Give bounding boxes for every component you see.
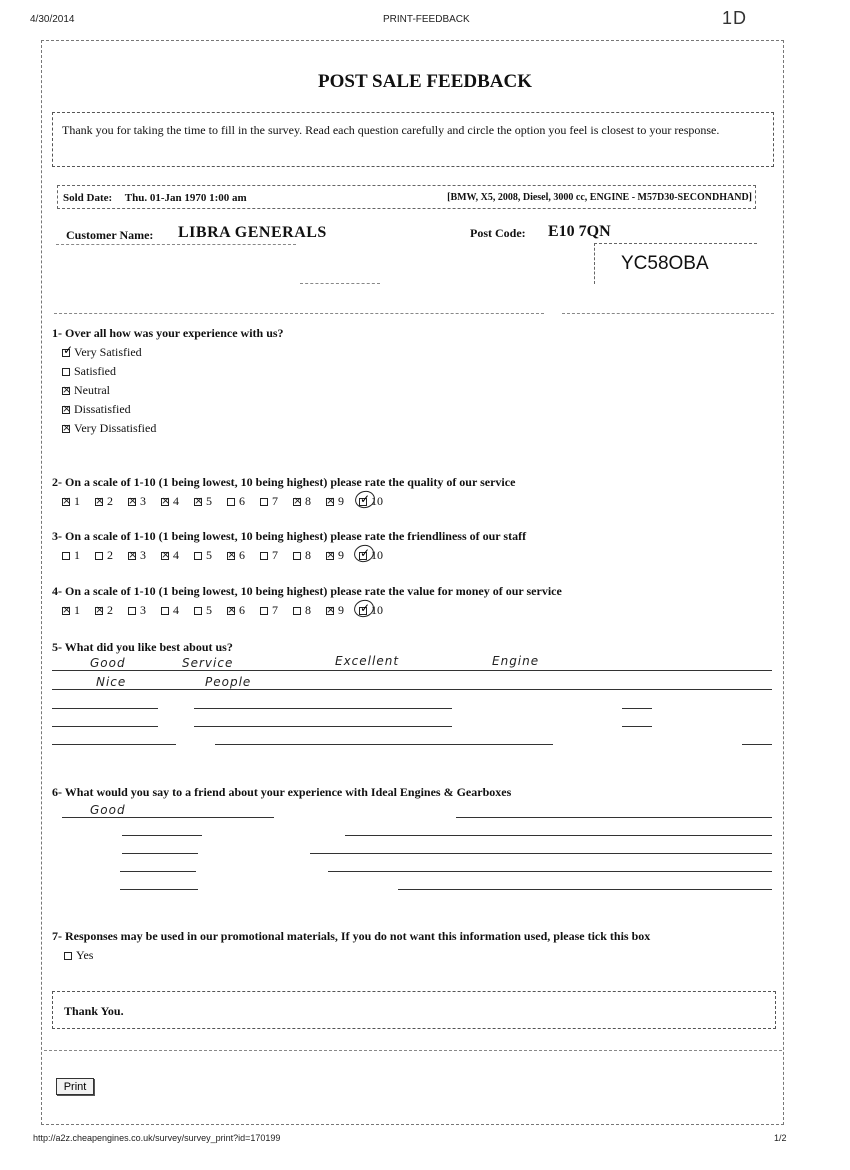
scale-label: 3 — [140, 603, 146, 617]
checkbox-icon[interactable] — [62, 387, 70, 395]
handwritten-mark: 1D — [722, 8, 748, 28]
scale-option-4[interactable] — [161, 548, 194, 563]
question-4: 4- On a scale of 1-10 (1 being lowest, 10 being highest) please rate the value for money of our service — [52, 584, 562, 598]
thanks-box — [52, 991, 776, 1029]
divider-line — [562, 313, 774, 314]
checkbox-icon[interactable] — [194, 498, 202, 506]
checkbox-icon[interactable] — [95, 552, 103, 560]
scale-label: 5 — [206, 494, 212, 508]
answer-line — [310, 853, 772, 854]
scale-label: 1 — [74, 548, 80, 562]
handwritten-answer: Engine — [492, 654, 540, 668]
scale-label: 4 — [173, 548, 179, 562]
answer-line — [194, 726, 452, 727]
scale-option-4[interactable] — [161, 603, 194, 618]
scale-label: 6 — [239, 494, 245, 508]
checkbox-icon[interactable] — [227, 607, 235, 615]
sold-date-value: Thu. 01-Jan 1970 1:00 am — [124, 192, 247, 204]
scale-label: 5 — [206, 603, 212, 617]
scale-label: 3 — [140, 494, 146, 508]
checkbox-icon[interactable] — [260, 607, 268, 615]
option-label: Very Satisfied — [74, 345, 142, 359]
scale-option-2[interactable] — [95, 603, 128, 618]
scale-label: 4 — [173, 603, 179, 617]
scale-option-7[interactable] — [260, 494, 293, 509]
intro-text: Thank you for taking the time to fill in the survey. Read each question carefully and circle the option you feel is closest to your response. — [62, 123, 720, 137]
scale-option-5[interactable] — [194, 603, 227, 618]
answer-line — [52, 744, 176, 745]
checkbox-icon[interactable] — [293, 552, 301, 560]
scale-label: 6 — [239, 548, 245, 562]
scale-option-1[interactable] — [62, 548, 95, 563]
checkbox-icon[interactable] — [95, 607, 103, 615]
scale-option-7[interactable] — [260, 603, 293, 618]
checkbox-icon[interactable] — [64, 952, 72, 960]
scale-option-3[interactable] — [128, 603, 161, 618]
checkbox-icon[interactable] — [326, 498, 334, 506]
customer-name-value: LIBRA GENERALS — [178, 224, 327, 241]
checkbox-icon[interactable] — [128, 498, 136, 506]
scale-label: 7 — [272, 548, 278, 562]
checkbox-icon[interactable] — [128, 552, 136, 560]
checkbox-icon[interactable] — [95, 498, 103, 506]
answer-line — [215, 744, 553, 745]
checkbox-icon[interactable] — [260, 552, 268, 560]
checkbox-icon[interactable] — [161, 552, 169, 560]
checkbox-checked-icon[interactable] — [62, 349, 70, 357]
answer-line — [622, 726, 652, 727]
scale-option-8[interactable] — [293, 603, 326, 618]
scale-label: 5 — [206, 548, 212, 562]
scale-option-9[interactable] — [326, 494, 359, 509]
checkbox-icon[interactable] — [194, 607, 202, 615]
scale-label: 3 — [140, 548, 146, 562]
sold-date-row — [63, 192, 247, 204]
checkbox-icon[interactable] — [227, 498, 235, 506]
scale-option-3[interactable] — [128, 548, 161, 563]
form-title: POST SALE FEEDBACK — [318, 71, 532, 92]
answer-line — [120, 871, 196, 872]
checkbox-icon[interactable] — [227, 552, 235, 560]
scale-label: 8 — [305, 603, 311, 617]
divider-line — [44, 1050, 782, 1051]
postcode-value: E10 7QN — [548, 223, 611, 240]
scale-option-5[interactable] — [194, 494, 227, 509]
checkbox-icon[interactable] — [161, 607, 169, 615]
checkbox-icon[interactable] — [293, 607, 301, 615]
checkbox-icon[interactable] — [62, 607, 70, 615]
answer-line — [122, 853, 198, 854]
scale-label: 8 — [305, 548, 311, 562]
checkbox-icon[interactable] — [62, 552, 70, 560]
q1-option-neutral[interactable] — [62, 383, 110, 398]
registration-value: YC58OBA — [621, 253, 709, 274]
scale-option-1[interactable] — [62, 494, 95, 509]
checkbox-icon[interactable] — [128, 607, 136, 615]
answer-line — [194, 708, 452, 709]
scale-label: 1 — [74, 603, 80, 617]
question-6: 6- What would you say to a friend about your experience with Ideal Engines & Gearboxes — [52, 785, 512, 799]
scale-option-6[interactable] — [227, 494, 260, 509]
scale-label: 10 — [371, 603, 383, 617]
handwritten-answer: People — [205, 675, 252, 689]
thank-you-text: Thank You. — [64, 1004, 124, 1018]
checkbox-icon[interactable] — [62, 406, 70, 414]
answer-line — [328, 871, 772, 872]
handwritten-answer: Service — [182, 656, 234, 670]
scale-option-7[interactable] — [260, 548, 293, 563]
answer-line — [52, 726, 158, 727]
answer-line — [622, 708, 652, 709]
scale-label: 9 — [338, 494, 344, 508]
sold-date-label: Sold Date: — [63, 192, 113, 204]
handwritten-answer: Good — [90, 656, 126, 670]
scale-label: 2 — [107, 603, 113, 617]
answer-line — [52, 689, 772, 690]
divider-line — [56, 244, 296, 245]
answer-line — [122, 835, 202, 836]
q3-scale — [62, 548, 392, 563]
scale-label: 8 — [305, 494, 311, 508]
answer-line — [398, 889, 772, 890]
divider-line — [300, 283, 380, 284]
divider-line — [54, 313, 544, 314]
q4-scale — [62, 603, 392, 618]
answer-line — [52, 670, 772, 671]
answer-line — [456, 817, 772, 818]
q1-option-very-dissatisfied[interactable] — [62, 421, 156, 436]
scale-option-2[interactable] — [95, 548, 128, 563]
scale-label: 4 — [173, 494, 179, 508]
question-5: 5- What did you like best about us? — [52, 640, 233, 654]
scale-option-8[interactable] — [293, 548, 326, 563]
checkbox-icon[interactable] — [326, 607, 334, 615]
scale-option-6[interactable] — [227, 548, 260, 563]
question-2: 2- On a scale of 1-10 (1 being lowest, 10 being highest) please rate the quality of our service — [52, 475, 516, 489]
scale-label: 2 — [107, 548, 113, 562]
checkbox-icon[interactable] — [62, 498, 70, 506]
scale-label: 6 — [239, 603, 245, 617]
scale-label: 7 — [272, 494, 278, 508]
q7-option-yes[interactable] — [64, 948, 93, 963]
answer-line — [52, 708, 158, 709]
scale-option-1[interactable] — [62, 603, 95, 618]
postcode-label: Post Code: — [470, 226, 526, 240]
checkbox-icon[interactable] — [194, 552, 202, 560]
scale-label: 7 — [272, 603, 278, 617]
print-date: 4/30/2014 — [30, 14, 75, 25]
answer-line — [742, 744, 772, 745]
option-label: Satisfied — [74, 364, 116, 378]
scale-option-5[interactable] — [194, 548, 227, 563]
scale-option-6[interactable] — [227, 603, 260, 618]
scale-label: 9 — [338, 603, 344, 617]
vehicle-description: [BMW, X5, 2008, Diesel, 3000 cc, ENGINE - M57D30-SECONDHAND] — [447, 192, 752, 203]
q1-option-dissatisfied[interactable] — [62, 402, 131, 417]
print-button[interactable]: Print — [56, 1078, 94, 1095]
checkbox-icon[interactable] — [293, 498, 301, 506]
option-label: Dissatisfied — [74, 402, 131, 416]
footer-page-number: 1/2 — [774, 1133, 787, 1143]
option-label: Yes — [76, 948, 94, 962]
answer-line — [120, 889, 198, 890]
answer-line — [62, 817, 274, 818]
checkbox-icon[interactable] — [326, 552, 334, 560]
q2-scale — [62, 494, 392, 509]
scale-label: 10 — [371, 548, 383, 562]
handwritten-answer: Nice — [96, 675, 127, 689]
question-3: 3- On a scale of 1-10 (1 being lowest, 10 being highest) please rate the friendliness of our staff — [52, 529, 527, 543]
scale-option-8[interactable] — [293, 494, 326, 509]
question-1: 1- Over all how was your experience with us? — [52, 326, 284, 340]
checkbox-icon[interactable] — [62, 425, 70, 433]
checkbox-icon[interactable] — [260, 498, 268, 506]
handwritten-answer: Excellent — [335, 654, 400, 668]
print-title: PRINT-FEEDBACK — [383, 14, 470, 25]
footer-url: http://a2z.cheapengines.co.uk/survey/survey_print?id=170199 — [33, 1133, 281, 1143]
checkbox-icon[interactable] — [62, 368, 70, 376]
question-7: 7- Responses may be used in our promotional materials, If you do not want this information used, please tick this box — [52, 929, 651, 943]
scale-option-3[interactable] — [128, 494, 161, 509]
handwritten-answer: Good — [90, 803, 126, 817]
option-label: Very Dissatisfied — [74, 421, 157, 435]
scale-label: 9 — [338, 548, 344, 562]
answer-line — [345, 835, 772, 836]
option-label: Neutral — [74, 383, 110, 397]
scale-label: 2 — [107, 494, 113, 508]
scale-label: 1 — [74, 494, 80, 508]
scale-label: 10 — [371, 494, 383, 508]
q1-option-very-satisfied[interactable] — [62, 345, 142, 360]
checkbox-icon[interactable] — [161, 498, 169, 506]
q1-option-satisfied[interactable] — [62, 364, 116, 379]
scale-option-4[interactable] — [161, 494, 194, 509]
scale-option-2[interactable] — [95, 494, 128, 509]
customer-name-label: Customer Name: — [66, 228, 154, 242]
